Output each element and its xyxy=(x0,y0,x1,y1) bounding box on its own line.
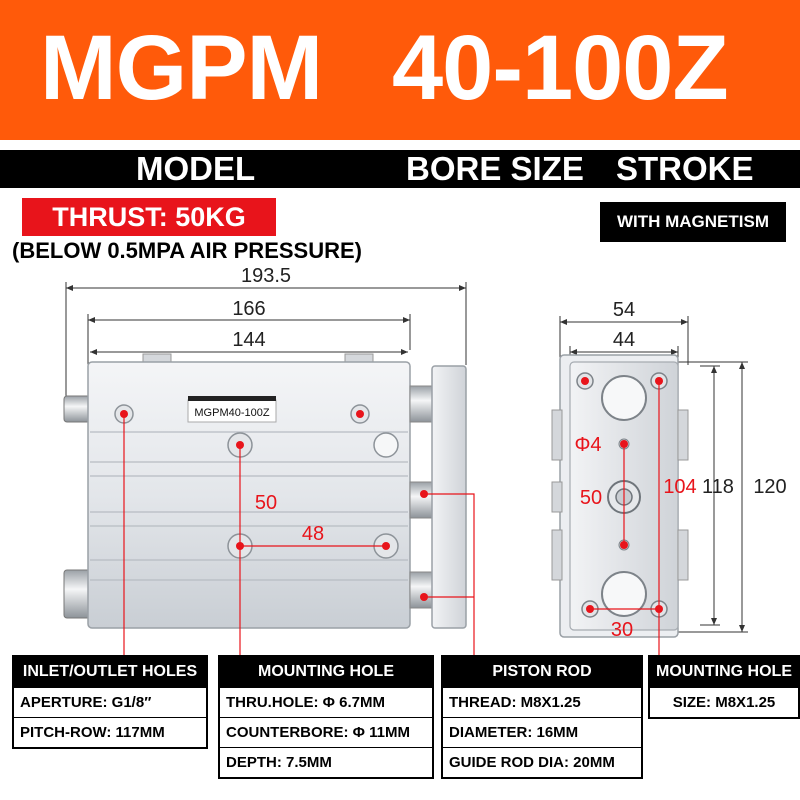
top-tab-right xyxy=(345,354,373,362)
spec-title: PISTON ROD xyxy=(443,657,641,687)
dim-end-height-inner: 118 xyxy=(702,476,734,498)
dim-end-height: 120 xyxy=(753,476,787,498)
spec-row: GUIDE ROD DIA: 20MM xyxy=(443,747,641,777)
spec-row: THREAD: M8X1.25 xyxy=(443,687,641,717)
dim-end-center-span: 50 xyxy=(579,487,603,509)
dim-end-hole-vertical: 104 xyxy=(663,476,697,498)
piston-rod xyxy=(410,482,432,518)
model-code: MGPM xyxy=(40,17,323,119)
dim-hole-horizontal: 48 xyxy=(301,523,325,545)
dim-body-length: 166 xyxy=(232,298,266,320)
dim-end-bottom-span: 30 xyxy=(610,619,634,641)
spec-title: MOUNTING HOLE xyxy=(650,657,798,687)
guide-rod-bottom xyxy=(64,570,90,618)
spec-row: THRU.HOLE: Φ 6.7MM xyxy=(220,687,432,717)
dim-port-dia: Φ4 xyxy=(574,434,602,456)
spec-row: DIAMETER: 16MM xyxy=(443,717,641,747)
spec-row: SIZE: M8X1.25 xyxy=(650,687,798,717)
spec-row: DEPTH: 7.5MM xyxy=(220,747,432,777)
dim-end-width: 54 xyxy=(612,299,636,321)
spec-mounting-hole xyxy=(218,655,434,779)
nameplate-text: MGPM40-100Z xyxy=(194,407,270,419)
model-label: MODEL xyxy=(136,150,256,187)
mounting-hole-2 xyxy=(374,433,398,457)
spec-inlet-outlet xyxy=(12,655,208,749)
spec-row: COUNTERBORE: Φ 11MM xyxy=(220,717,432,747)
spec-title: MOUNTING HOLE xyxy=(220,657,432,687)
end-plate xyxy=(432,366,466,628)
stroke-label: STROKE xyxy=(616,150,754,187)
dim-hole-vertical: 50 xyxy=(254,492,278,514)
magnetism-badge: WITH MAGNETISM xyxy=(600,202,786,242)
top-tab-left xyxy=(143,354,171,362)
dim-end-hole-span: 44 xyxy=(612,329,636,351)
spec-row: APERTURE: G1/8′′ xyxy=(14,687,206,717)
spec-end-mounting-hole xyxy=(648,655,800,719)
guide-rod-top xyxy=(64,396,90,422)
size-code: 40-100Z xyxy=(392,17,728,119)
spec-row: PITCH-ROW: 117MM xyxy=(14,717,206,747)
bore-size-label: BORE SIZE xyxy=(406,150,584,187)
dim-hole-span: 144 xyxy=(232,329,266,351)
thrust-badge: THRUST: 50KG xyxy=(22,198,276,236)
guide-rod-end-top xyxy=(602,376,646,420)
spec-piston-rod xyxy=(441,655,643,779)
spec-title: INLET/OUTLET HOLES xyxy=(14,657,206,687)
pressure-note: (BELOW 0.5MPA AIR PRESSURE) xyxy=(12,238,362,263)
dim-overall-length: 193.5 xyxy=(240,265,292,287)
